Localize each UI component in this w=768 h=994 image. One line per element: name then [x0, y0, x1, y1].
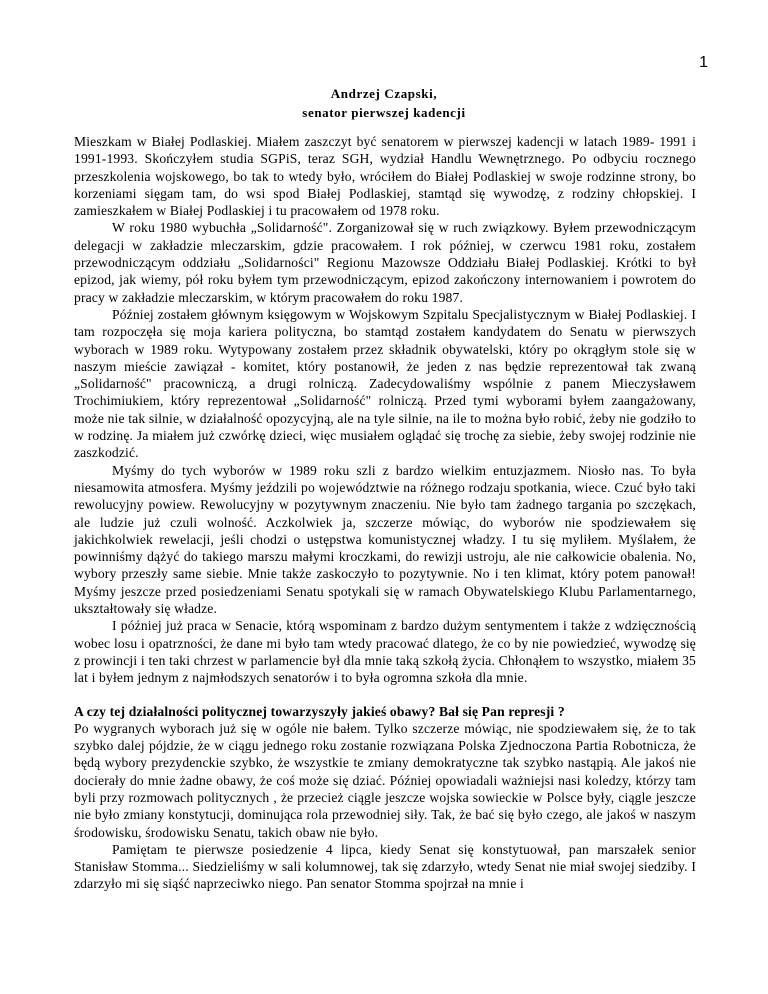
interview-question: A czy tej działalności politycznej towarzyszyły jakieś obawy? Bał się Pan represji ?: [74, 703, 565, 719]
author-subtitle: senator pierwszej kadencji: [302, 105, 466, 120]
section-gap: [74, 687, 696, 703]
paragraph-2: W roku 1980 wybuchła „Solidarność". Zorganizował się w ruch związkowy. Byłem przewodniczącym delegacji w zakładzie mleczarskim, gdzie pracowałem. I rok później, w czerwcu 1981 roku, zostałem przewodniczącym oddziału „Solidarności" Regionu Mazowsze Oddziału Białej Podlaskiej. Krótki to był epizod, jak wiemy, pół roku byłem tym przewodniczącym, epizod zakończony internowaniem i powrotem do pracy w zakładzie mleczarskim, w którym pracowałem do roku 1987.: [74, 220, 696, 305]
paragraph-5: I później już praca w Senacie, którą wspominam z bardzo dużym sentymentem i także z wdzięcznością wobec losu i opatrzności, że dane mi było tam wtedy pracować dlatego, że co by nie powiedzieć, wywodzę się z prowincji i ten taki chrzest w parlamencie był dla mnie taką szkołą życia. Chłonąłem to wszystko, miałem 35 lat i byłem jednym z najmłodszych senatorów i to była ogromna szkoła dla mnie.: [74, 618, 696, 686]
paragraph-6: Po wygranych wyborach już się w ogóle nie bałem. Tylko szczerze mówiąc, nie spodziewałem się, że to tak szybko dalej pójdzie, że w ciągu jednego roku zostanie rozwiązana Polska Zjednoczona Partia Robotnicza, że będą wybory prezydenckie szybko, że wszystkie te zmiany demokratyczne tak szybko nastąpią. Ale jakoś nie docierały do mnie żadne obawy, że coś może się dziać. Później opowiadali ważniejsi nasi koledzy, którzy tam byli przy rozmowach politycznych , że przecież ciągle jeszcze wojska sowieckie w Polsce były, ciągle jeszcze nie było zmiany konstytucji, dominująca rola przewodniej siły. Tak, że bać się było czego, ale jakoś w naszym środowisku, środowisku Senatu, takich obaw nie było.: [74, 720, 696, 840]
author-name: Andrzej Czapski,: [330, 86, 438, 101]
title-block: [0, 84, 768, 122]
paragraph-3: Później zostałem głównym księgowym w Wojskowym Szpitalu Specjalistycznym w Białej Podlaskiej. I tam rozpoczęła się moja kariera polityczna, bo stamtąd zostałem kandydatem do Senatu w pierwszych wyborach w 1989 roku. Wytypowany zostałem przez składnik obywatelski, który po okrągłym stole się w naszym mieście zawiązał - komitet, który postanowił, że jeden z nas będzie reprezentował tak zwaną „Solidarność" pracowniczą, a drugi rolniczą. Zadecydowaliśmy wspólnie z panem Mieczysławem Trochimiukiem, który reprezentował „Solidarność" rolniczą. Przed tymi wyborami byłem zaangażowany, może nie tak silnie, w działalność opozycyjną, ale na tyle silnie, na ile to można było robić, żeby nie godziło to w rodzinę. Ja miałem już czwórkę dzieci, więc musiałem oglądać się trochę za siebie, żeby swojej rodzinie nie zaszkodzić.: [74, 306, 696, 461]
paragraph-4: Myśmy do tych wyborów w 1989 roku szli z bardzo wielkim entuzjazmem. Niosło nas. To była niesamowita atmosfera. Myśmy jeździli po województwie na różnego rodzaju spotkania, wiece. Czuć było taki rewolucyjny powiew. Rewolucyjny w pozytywnym znaczeniu. Nie było tam żadnego targania po szczękach, ale ludzie już czuli wolność. Aczkolwiek ja, szczerze mówiąc, do wyborów nie spodziewałem się jakichkolwiek rewelacji, jeśli chodzi o ustępstwa komunistycznej władzy. I tu się myliłem. Myślałem, że powinniśmy dążyć do takiego marszu małymi kroczkami, do rewizji ustroju, ale nie całkowicie obalenia. No, wybory przeszły same siebie. Mnie także zaskoczyło to pozytywnie. No i ten klimat, który potem panował! Myśmy jeszcze przed posiedzeniami Senatu spotykali się w ramach Obywatelskiego Klubu Parlamentarnego, ukształtowały się władze.: [74, 462, 696, 617]
page-number: 1: [699, 54, 708, 71]
paragraph-7: Pamiętam te pierwsze posiedzenie 4 lipca, kiedy Senat się konstytuował, pan marszałek senior Stanisław Stomma... Siedzieliśmy w sali kolumnowej, tak się zdarzyło, wtedy Senat nie miał swojej siedziby. I zdarzyło mi się siąść naprzeciwko niego. Pan senator Stomma spojrzał na mnie i: [74, 841, 696, 892]
document-body: [74, 133, 696, 893]
paragraph-1: Mieszkam w Białej Podlaskiej. Miałem zaszczyt być senatorem w pierwszej kadencji w latach 1989- 1991 i 1991-1993. Skończyłem studia SGPiS, teraz SGH, wydział Handlu Wewnętrznego. Po odbyciu rocznego przeszkolenia wojskowego, bo tak to wtedy było, wróciłem do Białej Podlaskiej w swoje rodzinne strony, bo korzeniami sięgam tam, do wsi spod Białej Podlaskiej, stamtąd się wywodzę, z rodziny chłopskiej. I zamieszkałem w Białej Podlaskiej i tu pracowałem od 1978 roku.: [74, 134, 696, 219]
